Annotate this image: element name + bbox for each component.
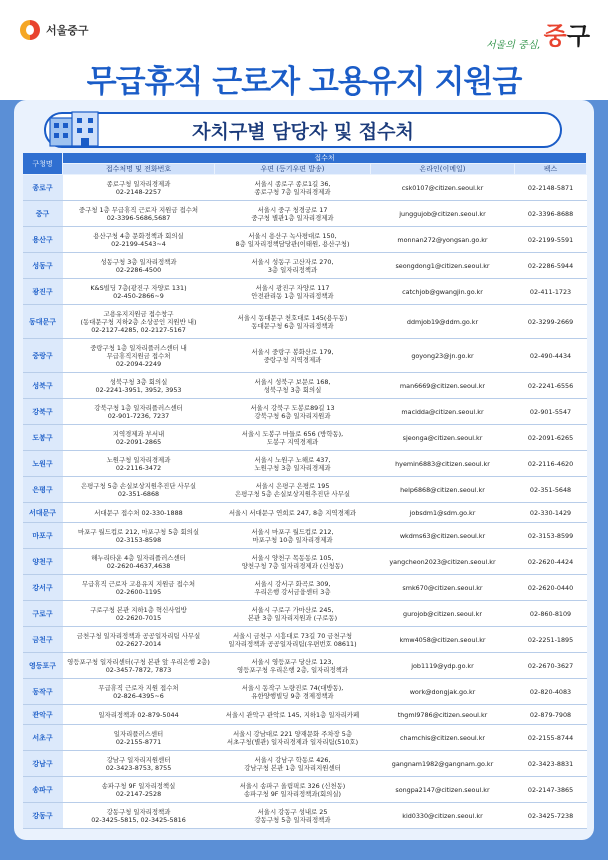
mail-cell: 서울시 송파구 올림픽로 326 (신천동) 송파구청 9F 일자리정책과(회의실) xyxy=(215,777,371,803)
gu-cell: 서대문구 xyxy=(23,503,63,523)
office-cell: 용산구청 4층 문화정책과 회의실 02-2199-4543~4 xyxy=(63,227,215,253)
seoul-junggu-logo-icon xyxy=(20,20,40,40)
email-cell: kmw4058@citizen.seoul.kr xyxy=(371,627,515,653)
slogan-big-text: 중구 xyxy=(543,21,590,50)
table-row xyxy=(23,339,587,373)
fax-cell: 02-2199-5591 xyxy=(515,227,587,253)
table-row xyxy=(23,227,587,253)
mail-cell: 서울시 동작구 노량진로 74(대방동), 유한양행빌딩 9층 경제정책과 xyxy=(215,679,371,705)
fax-cell: 02-820-4083 xyxy=(515,679,587,705)
table-row xyxy=(23,575,587,601)
office-cell: 구로구청 본관 지하1층 혁신사업방 02-2620-7015 xyxy=(63,601,215,627)
email-cell: macidda@citizen.seoul.kr xyxy=(371,399,515,425)
mail-cell: 서울시 강북구 도봉로89길 13 강북구청 6층 일자리지원과 xyxy=(215,399,371,425)
gu-cell: 강북구 xyxy=(23,399,63,425)
gu-cell: 관악구 xyxy=(23,705,63,725)
table-row xyxy=(23,523,587,549)
fax-cell: 02-2620-0440 xyxy=(515,575,587,601)
contact-table xyxy=(22,152,587,829)
gu-cell: 은평구 xyxy=(23,477,63,503)
subtitle: 자치구별 담당자 및 접수처 xyxy=(192,121,414,143)
mail-cell: 서울시 양천구 목동동로 105, 양천구청 7층 일자리경제과 (신청동) xyxy=(215,549,371,575)
office-cell: 성북구청 3층 회의실 02-2241-3951, 3952, 3953 xyxy=(63,373,215,399)
fax-cell: 02-2670-3627 xyxy=(515,653,587,679)
fax-cell: 02-860-8109 xyxy=(515,601,587,627)
mail-cell: 서울시 서대문구 연희로 247, 8층 지역경제과 xyxy=(215,503,371,523)
fax-cell: 02-2620-4424 xyxy=(515,549,587,575)
fax-cell: 02-3153-8599 xyxy=(515,523,587,549)
mail-cell: 서울시 종로구 종로1길 36, 종로구청 7층 일자리경제과 xyxy=(215,175,371,201)
mail-cell: 서울시 강서구 화곡로 309, 우리은행 강서금융센터 3층 xyxy=(215,575,371,601)
office-cell: 강남구 일자리지원센터 02-3423-8753, 8755 xyxy=(63,751,215,777)
mail-cell: 서울시 노원구 노해로 437, 노원구청 3층 일자리경제과 xyxy=(215,451,371,477)
office-cell: 지역경제과 부서내 02-2091-2865 xyxy=(63,425,215,451)
fax-cell: 02-411-1723 xyxy=(515,279,587,305)
fax-cell: 02-330-1429 xyxy=(515,503,587,523)
fax-cell: 02-2251-1895 xyxy=(515,627,587,653)
gu-cell: 강남구 xyxy=(23,751,63,777)
mail-cell: 서울시 성북구 보문로 168, 성북구청 3층 회의실 xyxy=(215,373,371,399)
table-row xyxy=(23,751,587,777)
fax-cell: 02-2148-5871 xyxy=(515,175,587,201)
table-body xyxy=(23,175,587,829)
gu-cell: 동작구 xyxy=(23,679,63,705)
gu-cell: 금천구 xyxy=(23,627,63,653)
slogan-logo xyxy=(486,16,590,51)
office-cell: 중구청 1층 무급휴직 근로자 지원금 접수처 02-3396-5686,5687 xyxy=(63,201,215,227)
email-cell: songpa2147@citizen.seoul.kr xyxy=(371,777,515,803)
email-cell: job1119@ydp.go.kr xyxy=(371,653,515,679)
office-cell: 성동구청 3층 일자리정책과 02-2286-4500 xyxy=(63,253,215,279)
table-row xyxy=(23,279,587,305)
mail-cell: 서울시 강동구 성내로 25 강동구청 5층 일자리정책과 xyxy=(215,803,371,829)
fax-cell: 02-2091-6265 xyxy=(515,425,587,451)
table-row xyxy=(23,725,587,751)
col-header-fax: 팩스 xyxy=(515,164,587,175)
fax-cell: 02-3423-8831 xyxy=(515,751,587,777)
mail-cell: 서울시 구로구 가마산로 245, 본관 3층 일자리지원과 (구로동) xyxy=(215,601,371,627)
gu-cell: 양천구 xyxy=(23,549,63,575)
fax-cell: 02-2155-8744 xyxy=(515,725,587,751)
fax-cell: 02-2116-4620 xyxy=(515,451,587,477)
table-row xyxy=(23,803,587,829)
table-row xyxy=(23,201,587,227)
mail-cell: 서울시 금천구 시흥대로 73길 70 금천구청 일자리정책과 공공일자리팀(우편번호 08611) xyxy=(215,627,371,653)
email-cell: gurojob@citizen.seoul.kr xyxy=(371,601,515,627)
table-row xyxy=(23,253,587,279)
fax-cell: 02-490-4434 xyxy=(515,339,587,373)
mail-cell: 서울시 은평구 은평로 195 은평구청 5층 손실보상지원추진단 사무실 xyxy=(215,477,371,503)
gu-cell: 영등포구 xyxy=(23,653,63,679)
fax-cell: 02-2286-5944 xyxy=(515,253,587,279)
table-row xyxy=(23,705,587,725)
fax-cell: 02-901-5547 xyxy=(515,399,587,425)
table-row xyxy=(23,777,587,803)
email-cell: thgml9786@citizen.seoul.kr xyxy=(371,705,515,725)
office-cell: 금천구청 일자리정책과 공공일자리팀 사무실 02-2627-2014 xyxy=(63,627,215,653)
mail-cell: 서울시 중랑구 봉화산로 179, 중랑구청 지역경제과 xyxy=(215,339,371,373)
fax-cell: 02-2241-6556 xyxy=(515,373,587,399)
fax-cell: 02-879-7908 xyxy=(515,705,587,725)
gu-cell: 구로구 xyxy=(23,601,63,627)
table-row xyxy=(23,373,587,399)
office-cell: 마포구 월드컵로 212, 마포구청 5층 회의실 02-3153-8598 xyxy=(63,523,215,549)
office-cell: K&S빌딩 7층(광진구 자양로 131) 02-450-2866~9 xyxy=(63,279,215,305)
gu-cell: 용산구 xyxy=(23,227,63,253)
mail-cell: 서울시 도봉구 마들로 656 (방학동), 도봉구 지역경제과 xyxy=(215,425,371,451)
email-cell: hyemin6883@citizen.seoul.kr xyxy=(371,451,515,477)
col-header-group: 접수처 xyxy=(63,153,587,164)
table-row xyxy=(23,425,587,451)
email-cell: kid0330@citizen.seoul.kr xyxy=(371,803,515,829)
office-cell: 종로구청 일자리경제과 02-2148-2257 xyxy=(63,175,215,201)
table-row xyxy=(23,305,587,339)
fax-cell: 02-3425-7238 xyxy=(515,803,587,829)
fax-cell: 02-2147-3865 xyxy=(515,777,587,803)
email-cell: jobsdm1@sdm.go.kr xyxy=(371,503,515,523)
email-cell: gangnam1982@gangnam.go.kr xyxy=(371,751,515,777)
mail-cell: 서울시 성동구 고산자로 270, 3층 일자리정책과 xyxy=(215,253,371,279)
office-cell: 영등포구청 일자리센터(구청 본관 앞 우리은행 2층) 02-3457-7872, 7873 xyxy=(63,653,215,679)
email-cell: monnan272@yongsan.go.kr xyxy=(371,227,515,253)
subtitle-banner xyxy=(44,112,562,148)
office-cell: 중랑구청 1층 일자리플러스센터 내 무급휴직지원금 접수처 02-2094-2249 xyxy=(63,339,215,373)
email-cell: junggujob@citizen.seoul.kr xyxy=(371,201,515,227)
table-row xyxy=(23,477,587,503)
office-cell: 일자리플러스센터 02-2155-8771 xyxy=(63,725,215,751)
email-cell: wkdms63@citizen.seoul.kr xyxy=(371,523,515,549)
gu-cell: 노원구 xyxy=(23,451,63,477)
gu-cell: 광진구 xyxy=(23,279,63,305)
office-cell: 송파구청 9F 일자리정책실 02-2147-2528 xyxy=(63,777,215,803)
email-cell: help6868@citizen.seoul.kr xyxy=(371,477,515,503)
email-cell: sjeonga@citizen.seoul.kr xyxy=(371,425,515,451)
gu-cell: 강동구 xyxy=(23,803,63,829)
office-cell: 은평구청 5층 손실보상지원추진단 사무실 02-351-6868 xyxy=(63,477,215,503)
gu-cell: 서초구 xyxy=(23,725,63,751)
building-icon xyxy=(48,108,100,148)
table-row xyxy=(23,549,587,575)
table-row xyxy=(23,451,587,477)
gu-cell: 마포구 xyxy=(23,523,63,549)
table-row xyxy=(23,175,587,201)
mail-cell: 서울시 용산구 녹사평대로 150, 8층 일자리정책담당관(이태원, 용산구청) xyxy=(215,227,371,253)
email-cell: csk0107@citizen.seoul.kr xyxy=(371,175,515,201)
gu-cell: 종로구 xyxy=(23,175,63,201)
table-row xyxy=(23,503,587,523)
gu-cell: 성동구 xyxy=(23,253,63,279)
slogan-text: 서울의 중심, xyxy=(485,40,541,51)
mail-cell: 서울시 영등포구 당산로 123, 영등포구청 우리은행 2층, 일자리정책과 xyxy=(215,653,371,679)
mail-cell: 서울시 광진구 자양로 117 안전관리동 1층 일자리정책과 xyxy=(215,279,371,305)
email-cell: yangcheon2023@citizen.seoul.kr xyxy=(371,549,515,575)
table-row xyxy=(23,653,587,679)
gu-cell: 성북구 xyxy=(23,373,63,399)
fax-cell: 02-3396-8688 xyxy=(515,201,587,227)
mail-cell: 서울시 동대문구 천호대로 145(용두동) 동대문구청 6층 일자리정책과 xyxy=(215,305,371,339)
org-name: 서울중구 xyxy=(46,24,89,37)
col-header-mail: 우편 (등기우편 발송) xyxy=(215,164,371,175)
office-cell: 서대문구 접수처 02-330-1888 xyxy=(63,503,215,523)
gu-cell: 동대문구 xyxy=(23,305,63,339)
col-header-email: 온라인(이메일) xyxy=(371,164,515,175)
email-cell: smk670@citizen.seoul.kr xyxy=(371,575,515,601)
org-logo xyxy=(20,20,89,40)
gu-cell: 송파구 xyxy=(23,777,63,803)
gu-cell: 중구 xyxy=(23,201,63,227)
email-cell: ddmjob19@ddm.go.kr xyxy=(371,305,515,339)
page-title: 무급휴직 근로자 고용유지 지원금 xyxy=(86,64,522,100)
office-cell: 강동구청 일자리정책과 02-3425-5815, 02-3425-5816 xyxy=(63,803,215,829)
col-header-office: 접수처명 및 전화번호 xyxy=(63,164,215,175)
contact-table-wrapper xyxy=(22,152,586,829)
mail-cell: 서울시 강남대로 221 양재문화 주차장 5층 서초구청(별관) 일자리경제과 일자리팀(510호) xyxy=(215,725,371,751)
office-cell: 해누리타운 4층 일자리플러스센터 02-2620-4637,4638 xyxy=(63,549,215,575)
table-row xyxy=(23,399,587,425)
mail-cell: 서울시 중구 청경궁로 17 중구청 별관1층 일자리경제과 xyxy=(215,201,371,227)
email-cell: seongdong1@citizen.seoul.kr xyxy=(371,253,515,279)
table-row xyxy=(23,627,587,653)
email-cell: work@dongjak.go.kr xyxy=(371,679,515,705)
table-row xyxy=(23,601,587,627)
bottom-band xyxy=(0,844,608,860)
office-cell: 일자리정책과 02-879-5044 xyxy=(63,705,215,725)
office-cell: 무급휴직 근로자 고용유지 지원금 접수처 02-2600-1195 xyxy=(63,575,215,601)
email-cell: catchjob@gwangjin.go.kr xyxy=(371,279,515,305)
gu-cell: 강서구 xyxy=(23,575,63,601)
email-cell: goyong23@jn.go.kr xyxy=(371,339,515,373)
mail-cell: 서울시 마포구 월드컵로 212, 마포구청 10층 일자리경제과 xyxy=(215,523,371,549)
office-cell: 노원구청 일자리경제과 02-2116-3472 xyxy=(63,451,215,477)
gu-cell: 중랑구 xyxy=(23,339,63,373)
office-cell: 고용유지지원금 접수창구 (동대문구청 지하2층 소상공인 지원반 내) 02-2127-4285, 02-2127-5167 xyxy=(63,305,215,339)
table-row xyxy=(23,679,587,705)
mail-cell: 서울시 강남구 학동로 426, 강남구청 본관 1층 일자리지원센터 xyxy=(215,751,371,777)
fax-cell: 02-3299-2669 xyxy=(515,305,587,339)
col-header-gu: 구청명 xyxy=(23,153,63,175)
office-cell: 강북구청 1층 일자리플러스센터 02-901-7236, 7237 xyxy=(63,399,215,425)
gu-cell: 도봉구 xyxy=(23,425,63,451)
email-cell: chamchis@citizen.seoul.kr xyxy=(371,725,515,751)
email-cell: man6669@citizen.seoul.kr xyxy=(371,373,515,399)
office-cell: 무급휴직 근로자 지원 접수처 02-826-4395~6 xyxy=(63,679,215,705)
fax-cell: 02-351-5648 xyxy=(515,477,587,503)
mail-cell: 서울시 관악구 관악로 145, 지하1층 일자리카페 xyxy=(215,705,371,725)
